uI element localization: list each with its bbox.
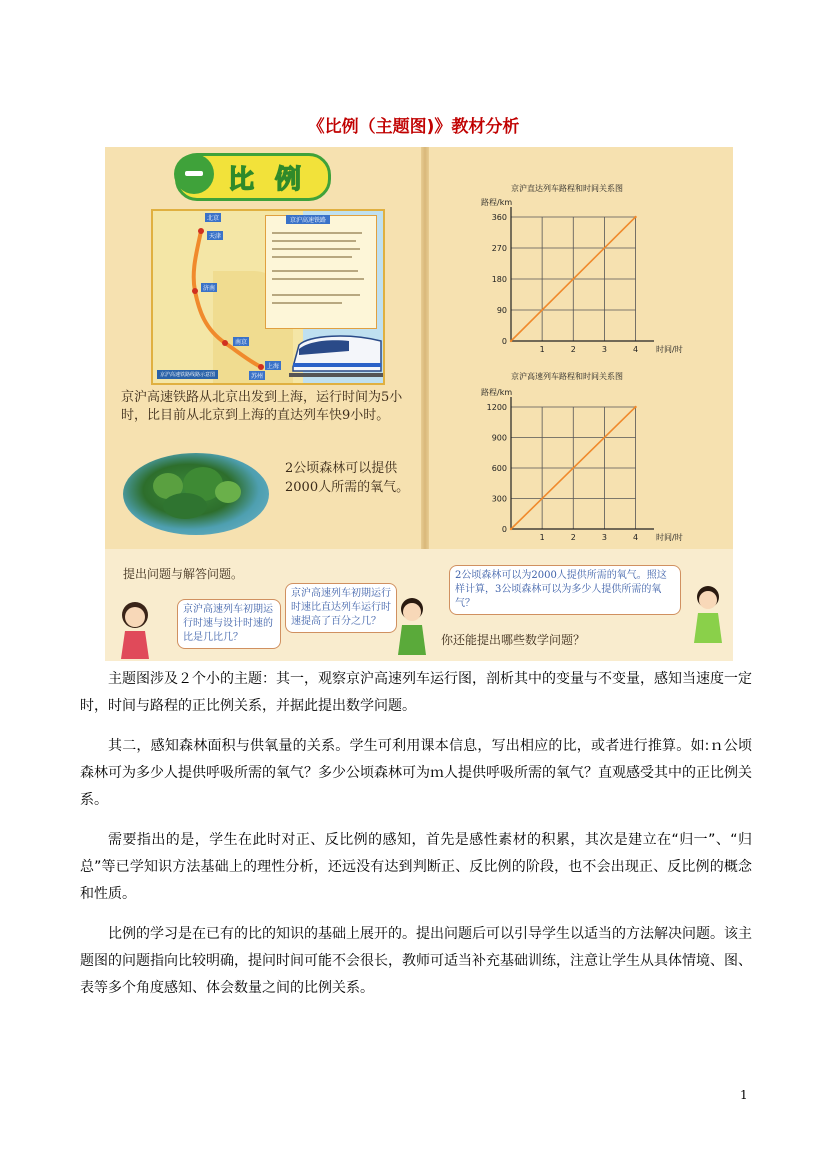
- x-tick-label: 1: [539, 345, 545, 354]
- y-tick-label: 270: [491, 244, 507, 253]
- chart-2-title: 京沪高速列车路程和时间关系图: [511, 372, 623, 381]
- y-tick-label: 900: [491, 433, 507, 443]
- y-tick-label: 360: [491, 213, 507, 222]
- y-axis-label: 路程/km: [481, 388, 513, 397]
- x-tick-label: 4: [632, 533, 639, 542]
- city-label: 北京: [207, 215, 220, 222]
- y-tick-label: 180: [491, 275, 507, 284]
- city-label: 苏州: [251, 373, 264, 380]
- paragraph: 主题图涉及２个小的主题：其一，观察京沪高速列车运行图，剖析其中的变量与不变量，感知当速度一定时，时间与路程的正比例关系，并据此提出数学问题。: [80, 671, 752, 714]
- y-tick-label: 0: [501, 525, 507, 534]
- x-axis-label: 时间/时: [656, 345, 683, 354]
- y-tick-label: 1200: [486, 403, 507, 412]
- x-tick-label: 2: [570, 533, 576, 542]
- y-tick-label: 90: [496, 306, 507, 315]
- y-tick-label: 600: [491, 464, 507, 473]
- city-label: 天津: [209, 233, 222, 240]
- boy-pointing-icon: [691, 583, 725, 643]
- chart-1-title: 京沪直达列车路程和时间关系图: [511, 184, 623, 193]
- railway-story-text: 京沪高速铁路从北京出发到上海，运行时间为5小时，比目前从北京到上海的直达列车快9小时。: [121, 390, 403, 423]
- x-axis-label: 时间/时: [656, 533, 683, 542]
- data-point: [634, 406, 636, 408]
- x-tick-label: 1: [539, 533, 545, 542]
- ask-more-questions: 你还能提出哪些数学问题？: [441, 633, 586, 647]
- page-number: 1: [740, 1088, 748, 1102]
- page-title: 《比例（主题图)》教材分析: [307, 117, 520, 137]
- info-box-title: 京沪高速铁路: [286, 215, 330, 224]
- forest-oxygen-text: 2公顷森林可以提供2000人所需的氧气。: [285, 461, 410, 495]
- x-tick-label: 3: [601, 345, 607, 354]
- city-label: 上海: [267, 363, 280, 370]
- x-tick-label: 3: [601, 533, 607, 542]
- qa-label: 提出问题与解答问题。: [123, 567, 244, 581]
- x-tick-label: 4: [632, 345, 639, 354]
- y-axis-label: 路程/km: [481, 198, 513, 207]
- data-point: [510, 528, 512, 530]
- girl-character-icon: [115, 599, 155, 659]
- speech-bubble-girl: 京沪高速列车初期运行时速与设计时速的比是几比几？: [177, 599, 281, 649]
- paragraph: 需要指出的是，学生在此时对正、反比例的感知，首先是感性素材的积累，其次是建立在“归一”、“归总”等已学知识方法基础上的理性分析，还远没有达到判断正、反比例的阶段，也不会出现正、反比例的概念和性质。: [80, 832, 752, 902]
- x-tick-label: 2: [570, 345, 576, 354]
- chart-high-speed-train: [105, 147, 733, 549]
- textbook-figure: [105, 147, 733, 661]
- speech-bubble-boy: 京沪高速列车初期运行时速比直达列车运行时速提高了百分之几？: [285, 583, 397, 633]
- paragraph: 其二，感知森林面积与供氧量的关系。学生可利用课本信息，写出相应的比，或者进行推算。如:ｎ公顷森林可为多少人提供呼吸所需的氧气？多少公顷森林可为ｍ人提供呼吸所需的氧气？直观感受其中的正比例关系。: [80, 738, 752, 808]
- y-tick-label: 300: [491, 494, 507, 504]
- map-legend: 京沪高速铁路线路示意图: [157, 370, 218, 379]
- city-label: 济南: [203, 285, 216, 292]
- speech-bubble-right: 2公顷森林可以为2000人提供所需的氧气。照这样计算，3公顷森林可以为多少人提供所需的氧气？: [449, 565, 681, 615]
- paragraph: 比例的学习是在已有的比的知识的基础上展开的。提出问题后可以引导学生以适当的方法解决问题。该主题图的问题指向比较明确，提问时间可能不会很长，教师可适当补充基础训练，注意让学生从具体情境、图、表等多个角度感知、体会数量之间的比例关系。: [80, 926, 752, 996]
- city-label: 南京: [235, 339, 248, 346]
- y-tick-label: 0: [501, 337, 507, 346]
- boy-character-icon: [395, 595, 429, 655]
- banner-title: 比 例: [228, 165, 308, 195]
